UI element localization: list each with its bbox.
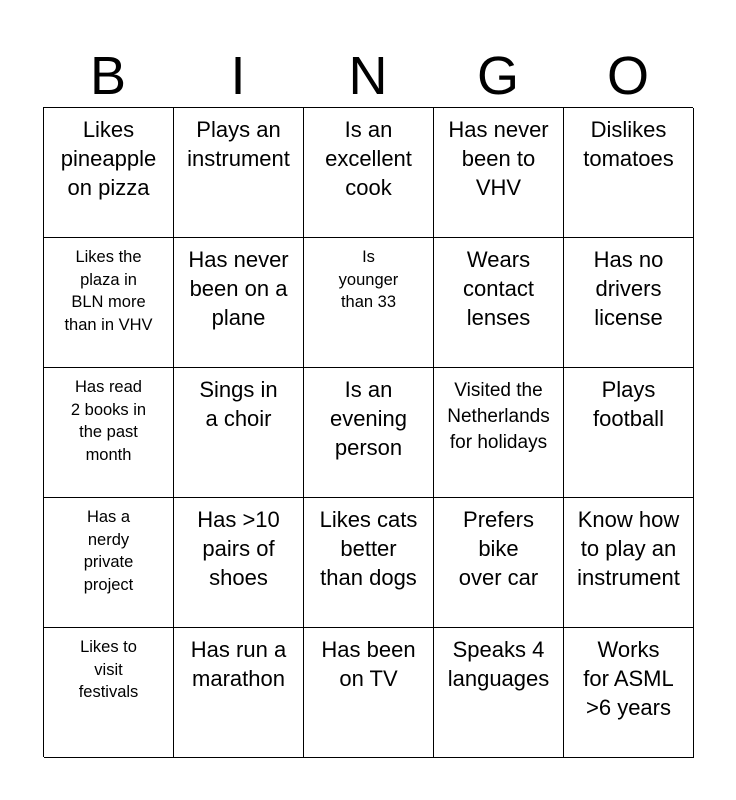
bingo-cell[interactable] (44, 108, 174, 238)
bingo-cell[interactable] (564, 368, 694, 498)
bingo-cell[interactable] (434, 628, 564, 758)
bingo-header (43, 44, 693, 108)
cell-text: Is younger than 33 (338, 248, 399, 311)
cell-text: Likes pineapple on pizza (60, 117, 157, 200)
bingo-cell[interactable] (44, 238, 174, 368)
cell-text: Has a nerdy private project (83, 508, 134, 594)
bingo-cell[interactable] (564, 498, 694, 628)
bingo-cell[interactable] (44, 498, 174, 628)
bingo-cell[interactable] (434, 108, 564, 238)
cell-text: Speaks 4 languages (447, 637, 550, 691)
cell-text: Has no drivers license (593, 247, 664, 330)
cell-text: Wears contact lenses (463, 247, 534, 330)
cell-text: Works for ASML >6 years (583, 637, 674, 720)
bingo-cell[interactable] (44, 628, 174, 758)
cell-text: Is an evening person (329, 377, 408, 460)
bingo-cell[interactable] (434, 498, 564, 628)
bingo-cell[interactable] (304, 498, 434, 628)
bingo-cell[interactable] (304, 368, 434, 498)
cell-text: Plays football (593, 377, 664, 431)
cell-text: Has been on TV (321, 637, 416, 691)
bingo-cell[interactable] (174, 628, 304, 758)
bingo-board (43, 107, 693, 757)
cell-text: Visited the Netherlands for holidays (447, 380, 550, 453)
cell-text: Is an excellent cook (325, 117, 412, 200)
bingo-cell[interactable] (564, 628, 694, 758)
bingo-cell[interactable] (434, 368, 564, 498)
cell-text: Likes to visit festivals (78, 638, 139, 701)
header-letter-b: B (89, 46, 127, 106)
bingo-cell[interactable] (434, 238, 564, 368)
bingo-cell[interactable] (174, 238, 304, 368)
header-letter-n: N (348, 46, 388, 106)
bingo-cell[interactable] (564, 108, 694, 238)
header-letter-g: G (476, 46, 519, 106)
bingo-cell[interactable] (304, 108, 434, 238)
cell-text: Has never been on a plane (188, 247, 289, 330)
cell-text: Know how to play an instrument (577, 507, 680, 590)
cell-text: Has never been to VHV (448, 117, 549, 200)
cell-text: Likes cats better than dogs (319, 507, 418, 590)
header-letter-i: I (230, 46, 246, 106)
bingo-cell[interactable] (44, 368, 174, 498)
bingo-cell[interactable] (304, 238, 434, 368)
header-letter-o: O (606, 46, 649, 106)
cell-text: Dislikes tomatoes (583, 117, 674, 171)
cell-text: Has >10 pairs of shoes (197, 507, 280, 590)
cell-text: Sings in a choir (199, 377, 278, 431)
bingo-cell[interactable] (304, 628, 434, 758)
bingo-cell[interactable] (174, 368, 304, 498)
cell-text: Prefers bike over car (458, 507, 539, 590)
bingo-cell[interactable] (174, 108, 304, 238)
cell-text: Plays an instrument (187, 117, 290, 171)
cell-text: Likes the plaza in BLN more than in VHV (64, 248, 153, 334)
bingo-cell[interactable] (564, 238, 694, 368)
cell-text: Has run a marathon (190, 637, 287, 691)
bingo-cell[interactable] (174, 498, 304, 628)
cell-text: Has read 2 books in the past month (70, 378, 147, 464)
